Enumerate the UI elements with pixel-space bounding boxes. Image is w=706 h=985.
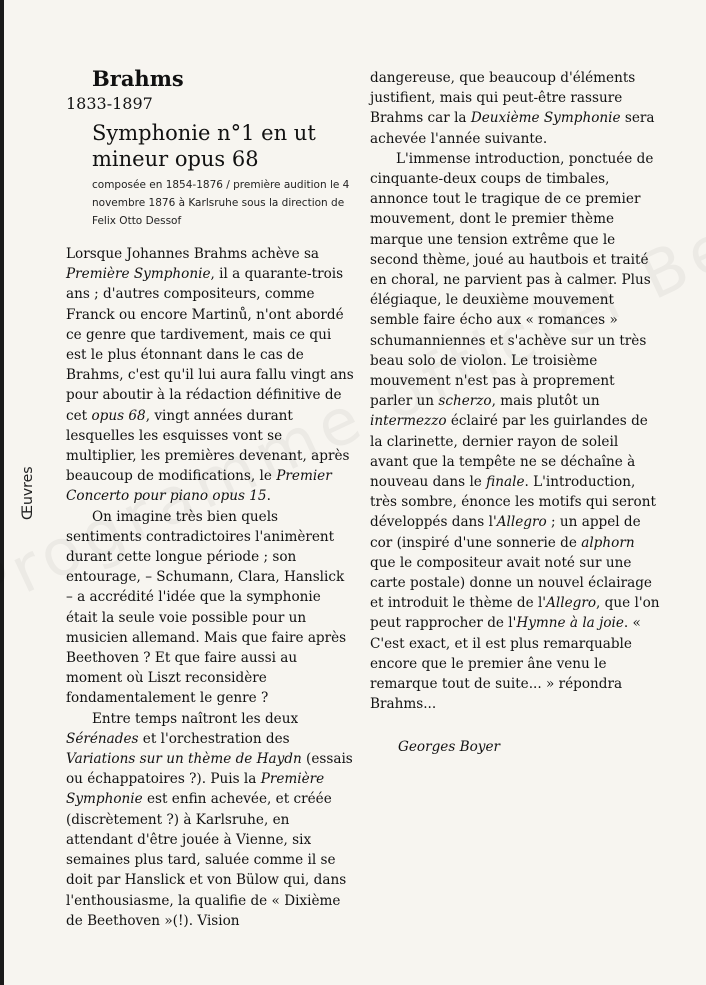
text-run: , que l'on peut rapprocher de l' (370, 595, 660, 632)
italic-run: Première Symphonie (66, 771, 325, 808)
text-run: , vingt années durant lesquelles les esquisses vont se multiplier, les premières devenant, après beaucoup de modifications, le (66, 407, 350, 485)
italic-run: finale (486, 474, 525, 491)
paragraph-1 (66, 244, 354, 507)
text-run: , il a quarante-trois ans ; d'autres compositeurs, comme Franck ou encore Martinů, n'ont abordé ce genre que tardivement, mais ce qui est le plus étonnant dans le cas de Brahms, c'est qu'il lui aura fallu vingt ans pour aboutir à la rédaction définitive de cet (66, 266, 354, 424)
italic-run: Variations sur un thème de Haydn (66, 751, 302, 768)
text-run: sera achevée l'année suivante. (370, 110, 655, 147)
author-signature: Georges Boyer (398, 738, 501, 755)
paragraph-5 (370, 149, 660, 715)
text-run: . « C'est exact, et il est plus remarquable encore que le premier âne venu le remarque tout de suite... » répondra Brahms... (370, 615, 641, 713)
text-run: et l'orchestration des (138, 730, 290, 747)
italic-run: Premier Concerto pour piano opus 15 (66, 468, 332, 505)
italic-run: Allegro (546, 595, 597, 612)
right-column (370, 68, 660, 757)
text-run: éclairé par les guirlandes de la clarinette, dernier rayon de soleil avant que la tempête ne se déchaîne à nouveau dans le (370, 413, 648, 491)
italic-run: Sérénades (66, 730, 139, 747)
text-run: . L'introduction, très sombre, énonce les motifs qui seront développés dans l' (370, 474, 656, 531)
text-run: que le compositeur avait noté sur une carte postale) donne un nouvel éclairage et introduit le thème de l' (370, 554, 652, 612)
text-run: L'immense introduction, ponctuée de cinquante-deux coups de timbales, annonce tout le tragique de ce premier mouvement, dont le premier thème marque une tension extrême que le second thème, joué au hautbois et traité en choral, ne parvient pas à calmer. Plus élégiaque, le deuxième mouvement semble faire écho aux « romances » schumanniennes et s'achève sur un très beau solo de violon. Le troisième mouvement n'est pas à proprement parler un (370, 150, 654, 410)
composer-dates: 1833-1897 (66, 94, 153, 113)
left-column (66, 66, 354, 931)
italic-run: Hymne à la joie (516, 615, 624, 632)
text-run: ; un appel de cor (inspiré d'une sonnerie de (370, 514, 641, 551)
text-run: (essais ou échappatoires ?). Puis la (66, 751, 353, 788)
italic-run: alphorn (581, 534, 635, 551)
italic-run: scherzo (438, 393, 492, 410)
section-side-label: Œuvres (20, 466, 36, 520)
italic-run: Première Symphonie (66, 266, 211, 283)
text-run: dangereuse, que beaucoup d'éléments justifient, mais qui peut-être rassure Brahms car la (370, 70, 636, 127)
text-run: Entre temps naîtront les deux (92, 710, 299, 727)
work-title-line2: mineur opus 68 (92, 147, 259, 171)
work-title (92, 120, 354, 172)
composition-info: composée en 1854-1876 / première audition le 4 novembre 1876 à Karlsruhe sous la direction de Felix Otto Dessof (92, 179, 350, 227)
composer-name: Brahms (92, 66, 184, 91)
paragraph-2: On imagine très bien quels sentiments contradictoires l'animèrent durant cette longue période ; son entourage, – Schumann, Clara, Hanslick – a accrédité l'idée que la symphonie était la seule voie possible pour un musicien allemand. Mais que faire après Beethoven ? Et que faire aussi au moment où Liszt reconsidère fondamentalement le genre ? (66, 508, 347, 707)
paragraph-3 (66, 709, 354, 931)
text-run: . (266, 488, 271, 505)
italic-run: intermezzo (370, 413, 447, 430)
italic-run: opus 68 (91, 407, 146, 424)
paragraph-4 (370, 68, 660, 149)
text-run: , mais plutôt un (491, 393, 600, 410)
work-title-line1: Symphonie n°1 en ut (92, 121, 316, 145)
text-run: Lorsque Johannes Brahms achève sa (66, 246, 320, 262)
page-edge (0, 0, 4, 985)
italic-run: Deuxième Symphonie (470, 110, 621, 127)
italic-run: Allegro (496, 514, 547, 531)
text-run: est enfin achevée, et créée (discrètement ?) à Karlsruhe, en attendant d'être jouée à Vienne, six semaines plus tard, saluée comme il se doit par Hanslick et von Bülow qui, dans l'enthousiasme, la qualifie de « Dixième de Beethoven »(!). Vision (66, 791, 347, 929)
